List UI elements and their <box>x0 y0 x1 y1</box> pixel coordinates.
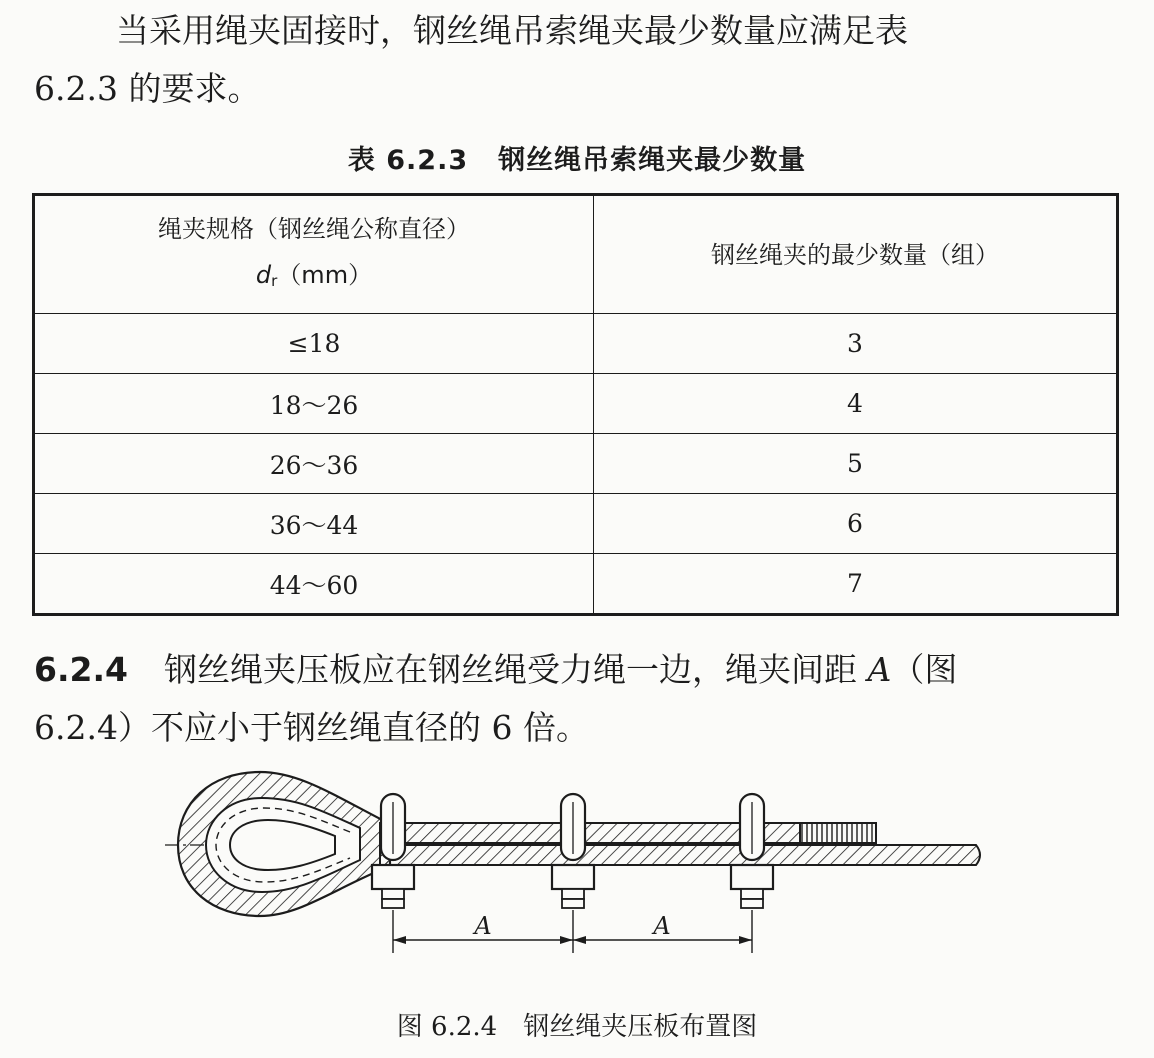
section-6-2-4 <box>34 641 1124 757</box>
live-rope <box>380 845 980 865</box>
table-row <box>34 494 1118 554</box>
cell-spec: 44～60 <box>34 554 594 615</box>
table-caption-title: 钢丝绳吊索绳夹最少数量 <box>498 145 807 176</box>
header-clamp-spec-label: 绳夹规格（钢丝绳公称直径） <box>158 214 470 243</box>
dimension-label-a-1: A <box>474 912 492 940</box>
table-header-row <box>34 195 1118 314</box>
cell-count: 7 <box>594 554 1118 615</box>
cell-count: 6 <box>594 494 1118 554</box>
table-row <box>34 374 1118 434</box>
header-unit: （mm） <box>277 260 373 289</box>
section-line-1 <box>34 641 1124 699</box>
cell-count: 3 <box>594 314 1118 374</box>
cell-spec: 36～44 <box>34 494 594 554</box>
dimension-label-a-2: A <box>653 912 671 940</box>
table-row <box>34 434 1118 494</box>
figure-caption-number: 图 6.2.4 <box>396 1012 498 1042</box>
cell-spec: 26～36 <box>34 434 594 494</box>
table-row <box>34 554 1118 615</box>
header-clamp-spec <box>34 195 594 314</box>
figure-caption-title: 钢丝绳夹压板布置图 <box>523 1012 758 1042</box>
intro-line-1: 当采用绳夹固接时，钢丝绳吊索绳夹最少数量应满足表 <box>116 11 908 50</box>
spacing-dimensions <box>393 910 752 953</box>
table-row <box>34 314 1118 374</box>
cell-spec: 18～26 <box>34 374 594 434</box>
diameter-subscript: r <box>271 271 278 290</box>
rope-eye-loop <box>178 772 390 916</box>
dead-end-rope <box>380 823 800 843</box>
rope-end-seizing <box>800 823 876 843</box>
table-caption-number: 表 6.2.3 <box>347 145 469 176</box>
section-number: 6.2.4 <box>34 650 128 689</box>
section-text-tail: （图 <box>891 650 958 689</box>
wire-rope-clamp-diagram <box>150 768 1000 993</box>
diameter-symbol: d <box>255 260 272 289</box>
cell-count: 5 <box>594 434 1118 494</box>
intro-line-2: 6.2.3 的要求。 <box>34 69 261 108</box>
cell-spec: ≤18 <box>34 314 594 374</box>
section-line-2: 6.2.4）不应小于钢丝绳直径的 6 倍。 <box>34 708 589 747</box>
figure-caption <box>0 1006 1154 1043</box>
clamp-quantity-table <box>32 193 1119 616</box>
spacing-variable: A <box>867 650 892 689</box>
table-caption <box>0 138 1154 177</box>
cell-count: 4 <box>594 374 1118 434</box>
intro-paragraph <box>34 2 1124 118</box>
header-min-count: 钢丝绳夹的最少数量（组） <box>594 195 1118 314</box>
section-text: 钢丝绳夹压板应在钢丝绳受力绳一边，绳夹间距 <box>163 650 857 689</box>
